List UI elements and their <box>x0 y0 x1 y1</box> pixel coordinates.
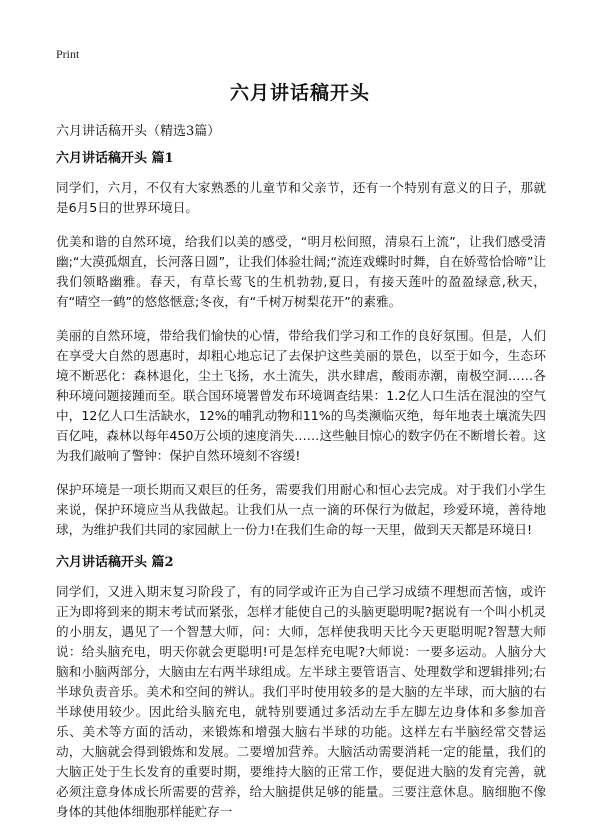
document-title: 六月讲话稿开头 <box>229 82 370 104</box>
print-link[interactable]: Print <box>56 47 80 61</box>
paragraph: 保护环境是一项长期而又艰巨的任务，需要我们用耐心和恒心去完成。对于我们小学生来说，保护环境应当从我做起。让我们从一点一滴的环保行为做起，珍爱环境，善待地球，为维护我们共同的家园献上一份力!在我们生命的每一天里，做到天天都是环境日! <box>56 482 546 537</box>
paragraph: 美丽的自然环境，带给我们愉快的心情，带给我们学习和工作的良好氛围。但是，人们在享受大自然的恩惠时，却粗心地忘记了去保护这些美丽的景色，以至于如今，生态环境不断恶化：森林退化，尘土飞扬，水土流失，洪水肆虐，酸雨赤潮，南极空洞……各种环境问题接踵而至。联合国环境署曾发布环境调查结果：1.2亿人口生活在混浊的空气中，12亿人口生活缺水，12%的哺乳动物和11%的鸟类濒临灭绝，每年地表土壤流失四百亿吨，森林以每年450万公顷的速度消失……这些触目惊心的数字仍在不断增长着。这为我们敲响了警钟：保护自然环境刻不容缓! <box>56 328 547 463</box>
paragraph: 同学们，又进入期末复习阶段了，有的同学或许正为自己学习成绩不理想而苦恼，或许正为即将到来的期末考试而紧张，怎样才能使自己的头脑更聪明呢?据说有一个叫小机灵的小朋友，遇见了一个智慧大师，问：大师，怎样使我明天比今天更聪明呢?智慧大师说：给头脑充电，明天你就会更聪明!可是怎样充电呢?大师说：一要多运动。人脑分大脑和小脑两部分，大脑由左右两半球组成。左半球主要管语言、处理数学和逻辑排列;右半球负责音乐。美术和空间的辨认。我们平时使用较多的是大脑的左半球，而大脑的右半球使用较少。因此给头脑充电，就特别要通过多活动左手左脚左边身体和多参加音乐、美术等方面的活动，来锻炼和增强大脑右半球的功能。这样左右半脑经常交替运动，大脑就会得到锻炼和发展。二要增加营养。大脑活动需要消耗一定的能量，我们的大脑正处于生长发育的重要时期，要维持大脑的正常工作，要促进大脑的发育完善，就必须注意身体成长所需要的营养，给大脑提供足够的能量。三要注意休息。脑细胞不像身体的其他体细胞那样能贮存一 <box>56 584 546 819</box>
document-body <box>56 150 546 836</box>
section-1 <box>56 150 546 540</box>
section-2 <box>56 554 546 822</box>
paragraph: 同学们，六月，不仅有大家熟悉的儿童节和父亲节，还有一个特别有意义的日子，那就是6月5日的世界环境日。 <box>56 180 546 215</box>
section-heading: 六月讲话稿开头 篇2 <box>56 555 174 570</box>
section-heading: 六月讲话稿开头 篇1 <box>56 151 174 166</box>
document-subtitle: 六月讲话稿开头（精选3篇） <box>56 124 221 139</box>
paragraph: 优美和谐的自然环境，给我们以美的感受，“明月松间照，清泉石上流”，让我们感受清幽;“大漠孤烟直，长河落日圆”，让我们体验壮阔;“流连戏蝶时时舞，自在娇莺恰恰啼”让我们领略幽雅。春天，有草长莺飞的生机勃勃,夏日，有接天莲叶的盈盈绿意,秋天，有“晴空一鹤”的悠悠惬意;冬夜，有“千树万树梨花开”的素雅。 <box>56 234 546 309</box>
